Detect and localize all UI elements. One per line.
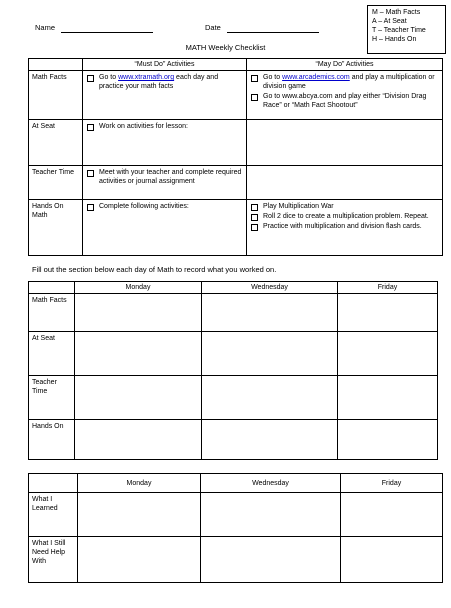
page-title: MATH Weekly Checklist <box>185 43 266 52</box>
entry-cell[interactable] <box>201 537 341 583</box>
must-cell <box>83 200 247 256</box>
entry-cell[interactable] <box>78 537 201 583</box>
checkbox-icon[interactable] <box>87 170 94 177</box>
day-header: Wednesday <box>201 474 341 493</box>
date-label: Date <box>205 23 221 32</box>
entry-cell[interactable] <box>201 493 341 537</box>
name-label: Name <box>35 23 56 32</box>
checklist-item[interactable]: Go to www.xtramath.org each day and practice your math facts <box>86 73 243 91</box>
checklist-item[interactable]: Meet with your teacher and complete required activities or journal assignment <box>86 168 243 186</box>
entry-cell[interactable] <box>202 332 338 376</box>
legend-item: M – Math Facts <box>372 9 421 16</box>
daily-log-table <box>28 281 438 460</box>
checklist-item[interactable]: Roll 2 dice to create a multiplication problem. Repeat. <box>250 212 439 221</box>
checklist-item[interactable]: Go to www.abcya.com and play either “Division Drag Race” or “Math Fact Shootout” <box>250 92 439 110</box>
entry-cell[interactable] <box>338 294 438 332</box>
day-header: Monday <box>75 282 202 294</box>
day-header: Monday <box>78 474 201 493</box>
row-label: What I Learned <box>29 493 78 537</box>
checkbox-icon[interactable] <box>251 204 258 211</box>
row-label: Math Facts <box>29 71 83 120</box>
entry-cell[interactable] <box>202 376 338 420</box>
corner-cell <box>29 282 75 294</box>
entry-cell[interactable] <box>202 294 338 332</box>
day-header: Friday <box>341 474 443 493</box>
corner-cell <box>29 474 78 493</box>
checklist-item[interactable]: Complete following activities: <box>86 202 243 211</box>
checkbox-icon[interactable] <box>251 94 258 101</box>
must-cell <box>83 71 247 120</box>
entry-cell[interactable] <box>341 537 443 583</box>
entry-cell[interactable] <box>341 493 443 537</box>
corner-cell <box>29 59 83 71</box>
day-header: Friday <box>338 282 438 294</box>
entry-cell[interactable] <box>75 420 202 460</box>
entry-cell[interactable] <box>338 420 438 460</box>
date-line <box>227 24 319 33</box>
entry-cell[interactable] <box>202 420 338 460</box>
may-cell <box>247 71 443 120</box>
entry-cell[interactable] <box>338 332 438 376</box>
reflection-table <box>28 473 443 583</box>
checklist-item[interactable]: Go to www.arcademics.com and play a multiplication or division game <box>250 73 439 91</box>
checkbox-icon[interactable] <box>87 204 94 211</box>
row-label: Hands On <box>29 420 75 460</box>
legend-item: T – Teacher Time <box>372 27 426 34</box>
must-do-header: “Must Do” Activities <box>83 59 247 71</box>
row-label: At Seat <box>29 120 83 166</box>
row-label: Teacher Time <box>29 166 83 200</box>
checkbox-icon[interactable] <box>251 75 258 82</box>
row-label: Teacher Time <box>29 376 75 420</box>
entry-cell[interactable] <box>338 376 438 420</box>
entry-cell[interactable] <box>75 376 202 420</box>
legend-item: H – Hands On <box>372 36 417 43</box>
entry-cell[interactable] <box>78 493 201 537</box>
checkbox-icon[interactable] <box>251 214 258 221</box>
legend-item: A – At Seat <box>372 18 407 25</box>
entry-cell[interactable] <box>75 332 202 376</box>
row-label: What I Still Need Help With <box>29 537 78 583</box>
may-cell <box>247 166 443 200</box>
must-cell <box>83 120 247 166</box>
checklist-item[interactable]: Play Multiplication War <box>250 202 439 211</box>
checklist-item[interactable]: Practice with multiplication and division flash cards. <box>250 222 439 231</box>
must-cell <box>83 166 247 200</box>
checkbox-icon[interactable] <box>87 124 94 131</box>
checklist-item[interactable]: Work on activities for lesson: <box>86 122 243 131</box>
may-cell <box>247 200 443 256</box>
date-field[interactable] <box>205 23 345 33</box>
checkbox-icon[interactable] <box>87 75 94 82</box>
arcademics-link[interactable]: www.arcademics.com <box>282 74 350 81</box>
checklist-table <box>28 58 443 256</box>
day-header: Wednesday <box>202 282 338 294</box>
row-label: Math Facts <box>29 294 75 332</box>
may-cell <box>247 120 443 166</box>
xtramath-link[interactable]: www.xtramath.org <box>118 74 175 81</box>
name-field[interactable] <box>35 23 175 33</box>
checkbox-icon[interactable] <box>251 224 258 231</box>
entry-cell[interactable] <box>75 294 202 332</box>
instruction-text: Fill out the section below each day of Math to record what you worked on. <box>32 265 277 274</box>
may-do-header: “May Do” Activities <box>247 59 443 71</box>
row-label: At Seat <box>29 332 75 376</box>
row-label: Hands On Math <box>29 200 83 256</box>
name-line <box>61 24 153 33</box>
